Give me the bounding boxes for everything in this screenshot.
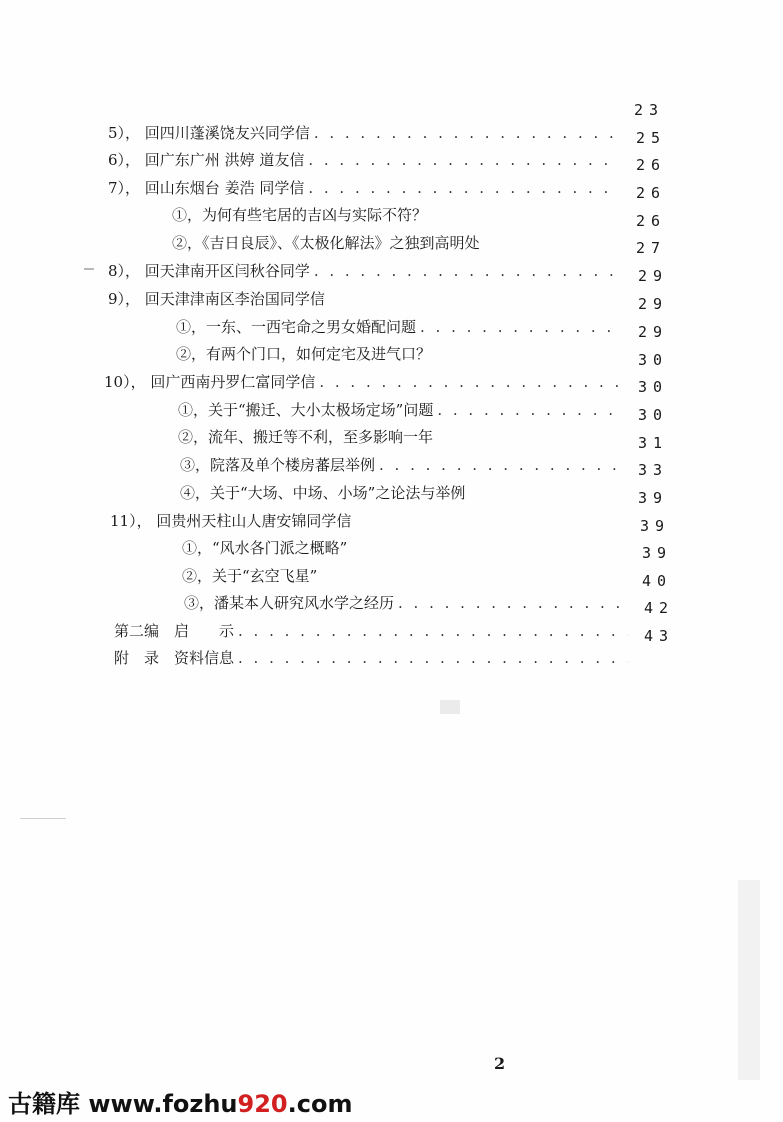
toc-page-number: 26 [635, 156, 666, 174]
toc-page-number: 39 [641, 544, 672, 562]
page-number: 2 [494, 1054, 506, 1073]
toc-subentry [176, 342, 622, 366]
leader-dots [315, 370, 622, 394]
scan-artifact [20, 818, 66, 819]
toc-subentry [182, 536, 626, 560]
toc-subentry [178, 398, 622, 422]
site-watermark [8, 1084, 352, 1119]
toc-page-number: 30 [637, 378, 668, 396]
leader-dots [433, 398, 622, 422]
toc-entry-label: 5）， 回四川蓬溪饶友兴同学信 [108, 124, 310, 142]
toc-entry-label: 附 录 资料信息 [114, 649, 235, 667]
scan-artifact [440, 700, 460, 714]
toc-entry-label: ③，潘某本人研究风水学之经历 [184, 594, 395, 612]
toc-entry [108, 287, 622, 311]
toc-section [114, 619, 628, 643]
toc-subentry [172, 203, 620, 227]
toc-subentry [176, 315, 622, 339]
toc-entry-label: 9）， 回天津津南区李治国同学信 [108, 290, 325, 308]
toc-page-number: 31 [637, 434, 668, 452]
toc-entry-label: ①，关于“搬迁、大小太极场定场”问题 [178, 401, 434, 419]
toc-subentry [178, 425, 622, 449]
toc-entry [108, 121, 620, 145]
toc-subentry [182, 564, 626, 588]
toc-page-number: 26 [635, 212, 666, 230]
toc-page-number: 33 [637, 461, 668, 479]
scan-artifact [84, 268, 94, 270]
toc-page-number: 29 [637, 323, 668, 341]
toc-page-number: 26 [635, 184, 666, 202]
leader-dots [234, 646, 628, 670]
toc-entry-label: ④，关于“大场、中场、小场”之论法与举例 [180, 484, 466, 502]
toc-entry-label: ②，关于“玄空飞星” [182, 567, 318, 585]
toc-page-number: 39 [639, 517, 670, 535]
toc-page-number: 40 [641, 572, 672, 590]
toc-page-number: 39 [637, 489, 668, 507]
toc-entry-label: ③，院落及单个楼房蕃层举例 [180, 456, 376, 474]
watermark-number: 920 [237, 1090, 288, 1118]
leader-dots [394, 591, 628, 615]
toc-entry [110, 509, 624, 533]
leader-dots [310, 259, 622, 283]
toc-entry-label: 11）， 回贵州天柱山人唐安锦同学信 [110, 512, 352, 530]
toc-entry-label: 7）， 回山东烟台 姜浩 同学信 [108, 179, 305, 197]
toc-entry-label: ①，“风水各门派之概略” [182, 539, 348, 557]
toc-subentry [180, 481, 624, 505]
leader-dots [416, 315, 622, 339]
toc-page-number: 30 [637, 351, 668, 369]
toc-entry-label: 8）， 回天津南开区闫秋谷同学 [108, 262, 310, 280]
toc-page-number: 25 [635, 129, 666, 147]
toc-entry [108, 148, 620, 172]
toc-entry [108, 259, 622, 283]
leader-dots [234, 619, 628, 643]
toc-entry-label: ②，流年、搬迁等不利，至多影响一年 [178, 428, 434, 446]
toc-entry-label: 10）， 回广西南丹罗仁富同学信 [104, 373, 316, 391]
toc-page-number: 30 [637, 406, 668, 424]
toc-page-number: 27 [635, 239, 666, 257]
toc-page-number: 42 [643, 599, 674, 617]
toc-section [114, 646, 628, 670]
toc-entry-label: ②，有两个门口，如何定宅及进气口？ [176, 345, 432, 363]
toc-page-number: 23 [633, 101, 664, 119]
toc-subentry [184, 591, 628, 615]
watermark-text: 古籍库 www.fozhu [8, 1090, 238, 1118]
toc-entry-label: 6）， 回广东广州 洪婷 道友信 [108, 151, 305, 169]
toc-entry-label: ②，《吉日良辰》、《太极化解法》之独到高明处 [172, 234, 480, 252]
leader-dots [375, 453, 624, 477]
toc-entry-label: ①，为何有些宅居的吉凶与实际不符？ [172, 206, 428, 224]
leader-dots [310, 121, 620, 145]
toc-entry-label: 第二编 启 示 [114, 622, 235, 640]
watermark-suffix: .com [287, 1090, 353, 1118]
toc-entry [104, 370, 622, 394]
toc-page-number: 29 [637, 267, 668, 285]
toc-page-number: 43 [643, 627, 674, 645]
scan-artifact [738, 880, 760, 1080]
leader-dots [304, 148, 620, 172]
toc-entry-label: ①，一东、一西宅命之男女婚配问题 [176, 318, 417, 336]
toc-page-number: 29 [637, 295, 668, 313]
leader-dots [304, 176, 620, 200]
toc-entry [108, 176, 620, 200]
toc-subentry [172, 231, 620, 255]
toc-subentry [180, 453, 624, 477]
